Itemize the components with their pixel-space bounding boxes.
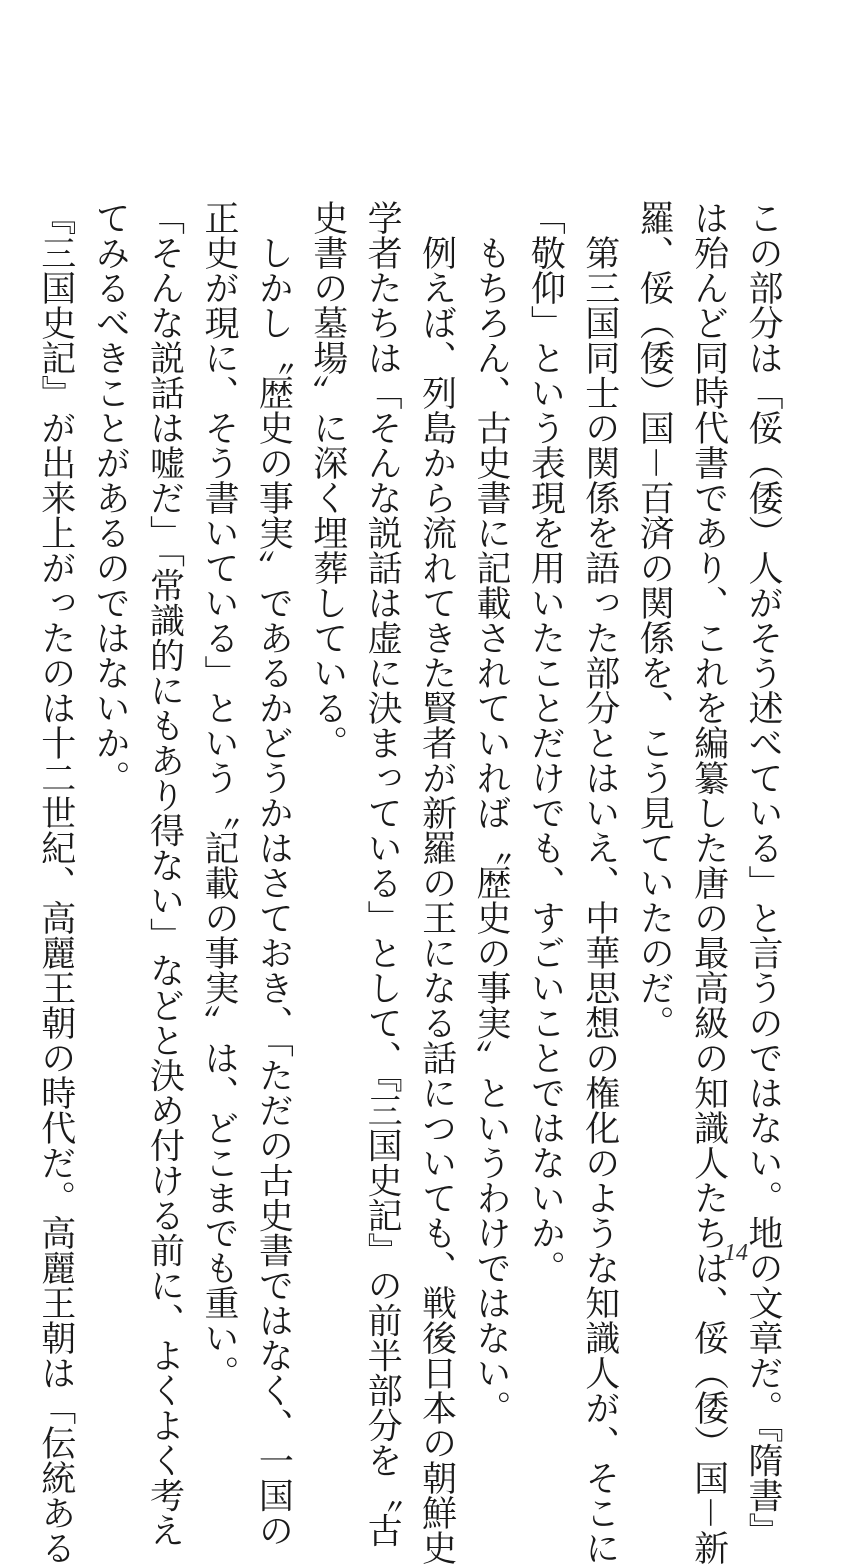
- text-line: は殆んど同時代書であり、これを編纂した唐の最高級の知識人たちは、俀（倭）国－新: [688, 200, 729, 1565]
- text-line: 史書の墓場〟に深く埋葬している。: [307, 200, 348, 760]
- text-line: 羅、俀（倭）国－百済の関係を、こう見ていたのだ。: [634, 200, 675, 1041]
- text-line: 第三国同士の関係を語った部分とはいえ、中華思想の権化のような知識人が、そこに: [579, 200, 620, 1565]
- text-line: 学者たちは「そんな説話は虚に決まっている」として、『三国史記』の前半部分を〝古: [362, 200, 403, 1548]
- text-line: 『三国史記』が出来上がったのは十二世紀、高麗王朝の時代だ。高麗王朝は「伝統ある: [35, 200, 76, 1565]
- text-line: 「敬仰」という表現を用いたことだけでも、すごいことではないか。: [525, 200, 566, 1285]
- text-line: この部分は「俀（倭）人がそう述べている」と言うのではない。地の文章だ。『隋書』: [743, 200, 783, 1548]
- text-line: 「そんな説話は嘘だ」「常識的にもあり得ない」などと決め付ける前に、よくよく考え: [144, 200, 185, 1548]
- page-number: 14: [724, 1240, 748, 1266]
- text-line: 正史が現に、そう書いている」という〝記載の事実〟は、どこまでも重い。: [198, 200, 239, 1390]
- text-line: 例えば、列島から流れてきた賢者が新羅の王になる話についても、戦後日本の朝鮮史: [416, 200, 457, 1565]
- text-line: しかし〝歴史の事実〟であるかどうかはさておき、「ただの古史書ではなく、一国の: [253, 200, 294, 1548]
- text-line: もちろん、古史書に記載されていれば〝歴史の事実〟というわけではない。: [470, 200, 511, 1425]
- text-line: てみるべきことがあるのではないか。: [90, 200, 131, 795]
